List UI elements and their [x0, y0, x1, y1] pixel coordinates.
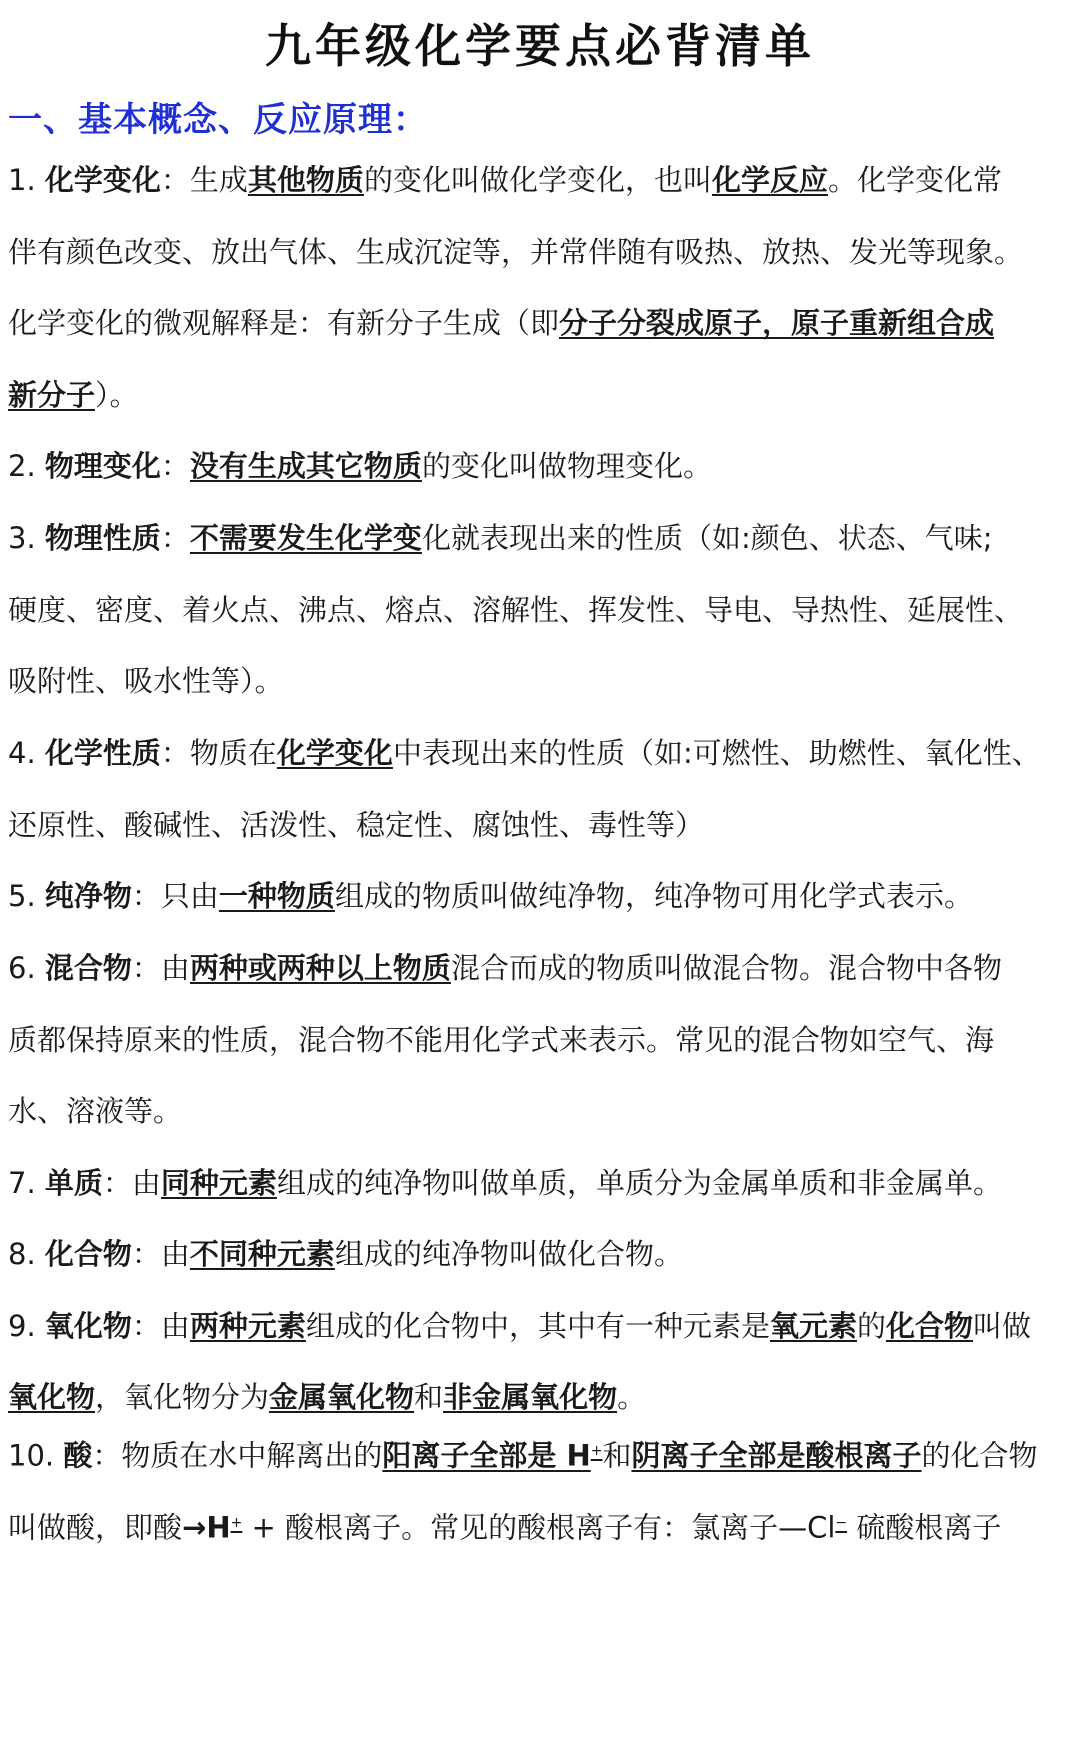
text-run: ：物质在 — [160, 736, 277, 770]
section-heading: 一、基本概念、反应原理： — [8, 100, 428, 140]
term-label: 物理变化 — [44, 449, 161, 483]
key-phrase: 金属氧化物 — [269, 1380, 415, 1414]
text-run: 混合而成的物质叫做混合物。混合物中各物 — [450, 951, 1002, 985]
definition-line — [8, 1503, 1072, 1548]
text-run: 化就表现出来的性质（如:颜色、状态、气味; — [421, 521, 993, 555]
text-run: 的变化叫做物理变化。 — [421, 449, 712, 483]
text-run: 硬度、密度、着火点、沸点、熔点、溶解性、挥发性、导电、导热性、延展性、 — [8, 593, 1024, 627]
term-label: 物理性质 — [44, 521, 161, 555]
definition-line — [8, 1091, 1072, 1131]
key-phrase: 化学变化 — [276, 736, 393, 770]
definition-line — [8, 661, 1072, 701]
text-run: 。 — [617, 1380, 647, 1414]
definition-line — [8, 1234, 1072, 1274]
definition-line — [8, 733, 1072, 773]
key-phrase: 一种物质 — [218, 879, 335, 913]
item-number: 8. — [8, 1237, 45, 1271]
text-run: 组成的化合物中，其中有一种元素是 — [305, 1309, 770, 1343]
definition-line — [8, 232, 1072, 272]
key-phrase: 非金属氧化物 — [443, 1380, 618, 1414]
text-run: ，氧化物分为 — [95, 1380, 270, 1414]
definition-line — [8, 876, 1072, 916]
text-run: ： — [160, 521, 190, 555]
item-number: 5. — [8, 879, 45, 913]
term-label: 单质 — [44, 1166, 103, 1200]
text-run: 还原性、酸碱性、活泼性、稳定性、腐蚀性、毒性等） — [8, 808, 705, 842]
superscript: + — [590, 1443, 603, 1459]
item-number: 4. — [8, 736, 45, 770]
term-label: 化合物 — [44, 1237, 132, 1271]
text-run: ）。 — [95, 378, 139, 412]
definition-line — [8, 1431, 1072, 1476]
definition-line — [8, 160, 1072, 200]
text-run: 组成的纯净物叫做单质，单质分为金属单质和非金属单。 — [276, 1166, 1002, 1200]
key-phrase: 化合物 — [885, 1309, 973, 1343]
definition-line — [8, 1020, 1072, 1060]
text-run: ：由 — [131, 1309, 190, 1343]
text-run: 组成的物质叫做纯净物，纯净物可用化学式表示。 — [334, 879, 973, 913]
item-number: 9. — [8, 1309, 45, 1343]
text-run: 和 — [414, 1380, 444, 1414]
definition-line — [8, 446, 1072, 486]
definition-line — [8, 518, 1072, 558]
key-phrase: 两种元素 — [189, 1309, 306, 1343]
text-run: 中表现出来的性质（如:可燃性、助燃性、氧化性、 — [392, 736, 1041, 770]
text-run: 叫做 — [973, 1309, 1032, 1343]
text-run: 硫酸根离子 — [847, 1510, 1002, 1545]
key-phrase: 不同种元素 — [189, 1237, 335, 1271]
item-number: 3. — [8, 521, 45, 555]
text-run: ：生成 — [160, 163, 248, 197]
definition-line — [8, 375, 1072, 415]
definition-line — [8, 948, 1072, 988]
text-run: ：物质在水中解离出的 — [92, 1438, 383, 1473]
definition-line — [8, 1163, 1072, 1203]
text-run: 。化学变化常 — [827, 163, 1002, 197]
item-number: 7. — [8, 1166, 45, 1200]
key-phrase: 不需要发生化学变 — [189, 521, 422, 555]
key-phrase: 分子分裂成原子，原子重新组合成 — [559, 306, 995, 340]
term-label: 氧化物 — [44, 1309, 132, 1343]
text-run: 的变化叫做化学变化，也叫 — [363, 163, 712, 197]
item-number: 10. — [8, 1438, 64, 1473]
text-run: 质都保持原来的性质，混合物不能用化学式来表示。常见的混合物如空气、海 — [8, 1023, 995, 1057]
page-title: 九年级化学要点必背清单 — [265, 19, 815, 73]
item-number: 6. — [8, 951, 45, 985]
superscript: − — [835, 1515, 848, 1531]
text-run: ： — [160, 449, 190, 483]
text-run: 的化合物 — [921, 1438, 1038, 1473]
term-label: 纯净物 — [44, 879, 132, 913]
key-phrase: 新分子 — [8, 378, 96, 412]
text-run: 吸附性、吸水性等）。 — [8, 664, 284, 698]
term-label: 化学变化 — [44, 163, 161, 197]
definition-line — [8, 303, 1072, 343]
definition-line — [8, 805, 1072, 845]
key-phrase: 同种元素 — [160, 1166, 277, 1200]
superscript: + — [230, 1515, 243, 1531]
key-phrase: 阴离子全部是酸根离子 — [631, 1438, 922, 1473]
text-run: ：由 — [131, 951, 190, 985]
key-phrase: 两种或两种以上物质 — [189, 951, 451, 985]
text-run: 和 — [602, 1438, 632, 1473]
text-run: ：由 — [102, 1166, 161, 1200]
text-run: + 酸根离子。常见的酸根离子有：氯离子—Cl — [242, 1510, 836, 1545]
key-phrase: 没有生成其它物质 — [189, 449, 422, 483]
term-label: 化学性质 — [44, 736, 161, 770]
term-label: 酸 — [63, 1438, 93, 1473]
text-run: 组成的纯净物叫做化合物。 — [334, 1237, 683, 1271]
item-number: 1. — [8, 163, 45, 197]
item-number: 2. — [8, 449, 45, 483]
text-run: 化学变化的微观解释是：有新分子生成（即 — [8, 306, 560, 340]
term-label: 混合物 — [44, 951, 132, 985]
key-phrase: 氧化物 — [8, 1380, 96, 1414]
definition-line — [8, 1306, 1072, 1346]
text-run: →H — [182, 1510, 231, 1545]
text-run: 叫做酸，即酸 — [8, 1510, 183, 1545]
key-phrase: 其他物质 — [247, 163, 364, 197]
text-run: 的 — [856, 1309, 886, 1343]
definition-line — [8, 1377, 1072, 1417]
text-run: ：由 — [131, 1237, 190, 1271]
key-phrase: 氧元素 — [769, 1309, 857, 1343]
definition-line — [8, 590, 1072, 630]
text-run: 伴有颜色改变、放出气体、生成沉淀等，并常伴随有吸热、放热、发光等现象。 — [8, 235, 1024, 269]
text-run: 水、溶液等。 — [8, 1094, 183, 1128]
text-run: ：只由 — [131, 879, 219, 913]
key-phrase: 化学反应 — [711, 163, 828, 197]
key-phrase: 阳离子全部是 H — [382, 1438, 591, 1473]
